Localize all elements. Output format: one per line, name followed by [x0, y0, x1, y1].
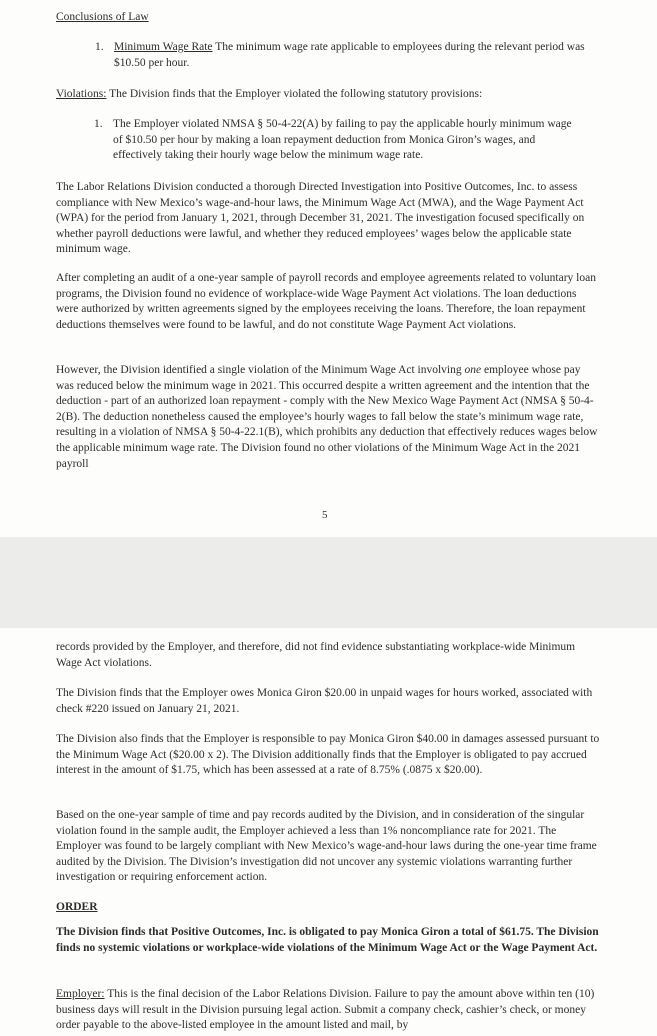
conclusion-title: Minimum Wage Rate	[114, 41, 213, 53]
violations-intro-line	[56, 87, 616, 103]
page-6	[0, 628, 657, 1036]
paragraph-continued: records provided by the Employer, and therefore, did not find evidence substantiating workplace-wide Minimum Wage Act violations.	[56, 641, 576, 669]
paragraph-audit: After completing an audit of a one-year sample of payroll records and employee agreements related to voluntary loan programs, the Division found no evidence of workplace-wide Wage Payment Act violations. The loan deductions were authorized by written agreements signed by the employees receiving the loans. Therefore, the loan repayment deductions themselves were found to be lawful, and do not constitute Wage Payment Act violations.	[56, 272, 596, 331]
paragraph-violation: However, the Division identified a single violation of the Minimum Wage Act involving one employee whose pay was reduced below the minimum wage in 2021. This occurred despite a written agreement and the intention that the deduction - part of an authorized loan repayment - comply with the New Mexico Wage Payment Act (NMSA § 50-4-2(B). The deduction nonetheless caused the employee’s hourly wages to fall below the state’s minimum wage rate, resulting in a violation of NMSA § 50-4-22.1(B), which prohibits any deduction that effectively reduces wages below the applicable minimum wage rate. The Division found no other violations of the Minimum Wage Act in the 2021 payroll	[56, 364, 598, 470]
conclusions-heading: Conclusions of Law	[56, 11, 149, 23]
paragraph-unpaid-wages: The Division finds that the Employer owes Monica Giron $20.00 in unpaid wages for hours worked, associated with check #220 issued on January 21, 2021.	[56, 687, 593, 715]
violations-intro: The Division finds that the Employer violated the following statutory provisions:	[109, 88, 483, 100]
order-text: The Division finds that Positive Outcomes, Inc. is obligated to pay Monica Giron a total of $61.75. The Division finds no systemic violations or workplace-wide violations of the Minimum Wage Act or the Wage Payment Act.	[56, 926, 599, 954]
conclusion-text	[114, 40, 602, 71]
violation-text: The Employer violated NMSA § 50-4-22(A) by failing to pay the applicable hourly minimum wage of $10.50 per hour by making a loan repayment deduction from Monica Giron’s wages, and effectively taking their hourly wage below the minimum wage rate.	[113, 118, 572, 162]
violations-heading: Violations:	[56, 88, 107, 100]
paragraph-compliance: Based on the one-year sample of time and pay records audited by the Division, and in consideration of the singular violation found in the sample audit, the Employer achieved a less than 1% noncompliance rate for 2021. The Employer was found to be largely compliant with New Mexico’s wage-and-hour laws during the one-year time frame audited by the Division. The Division’s investigation did not uncover any systemic violations warranting further investigation or requiring enforcement action.	[56, 809, 597, 884]
paragraph-investigation: The Labor Relations Division conducted a thorough Directed Investigation into Positive Outcomes, Inc. to assess compliance with New Mexico’s wage-and-hour laws, the Minimum Wage Act (MWA), and the Wage Payment Act (WPA) for the period from January 1, 2021, through December 31, 2021. The investigation focused specifically on whether payroll deductions were lawful, and whether they reduced employees’ wages below the applicable state minimum wage.	[56, 181, 585, 256]
emphasis-one: one	[464, 364, 482, 376]
page-number: 5	[322, 509, 328, 521]
order-heading: ORDER	[56, 901, 98, 913]
employer-label: Employer:	[56, 988, 105, 1000]
violation-number: 1.	[94, 118, 103, 130]
paragraph-damages: The Division also finds that the Employer is responsible to pay Monica Giron $40.00 in damages assessed pursuant to the Minimum Wage Act ($20.00 x 2). The Division additionally finds that the Employer is obligated to pay accrued interest in the amount of $1.75, which has been assessed at a rate of 8.75% (.0875 x $20.00).	[56, 733, 600, 777]
paragraph-employer	[56, 987, 601, 1034]
conclusion-body: The minimum wage rate applicable to employees during the relevant period was $10.50 per hour.	[114, 41, 585, 69]
employer-text: This is the final decision of the Labor Relations Division. Failure to pay the amount above within ten (10) business days will result in the Division pursuing legal action. Submit a company check, cashier’s check, or money order payable to the above-listed employee in the amount listed and mail, by	[56, 988, 595, 1032]
conclusion-number: 1.	[95, 41, 104, 53]
page-gap	[0, 537, 657, 628]
